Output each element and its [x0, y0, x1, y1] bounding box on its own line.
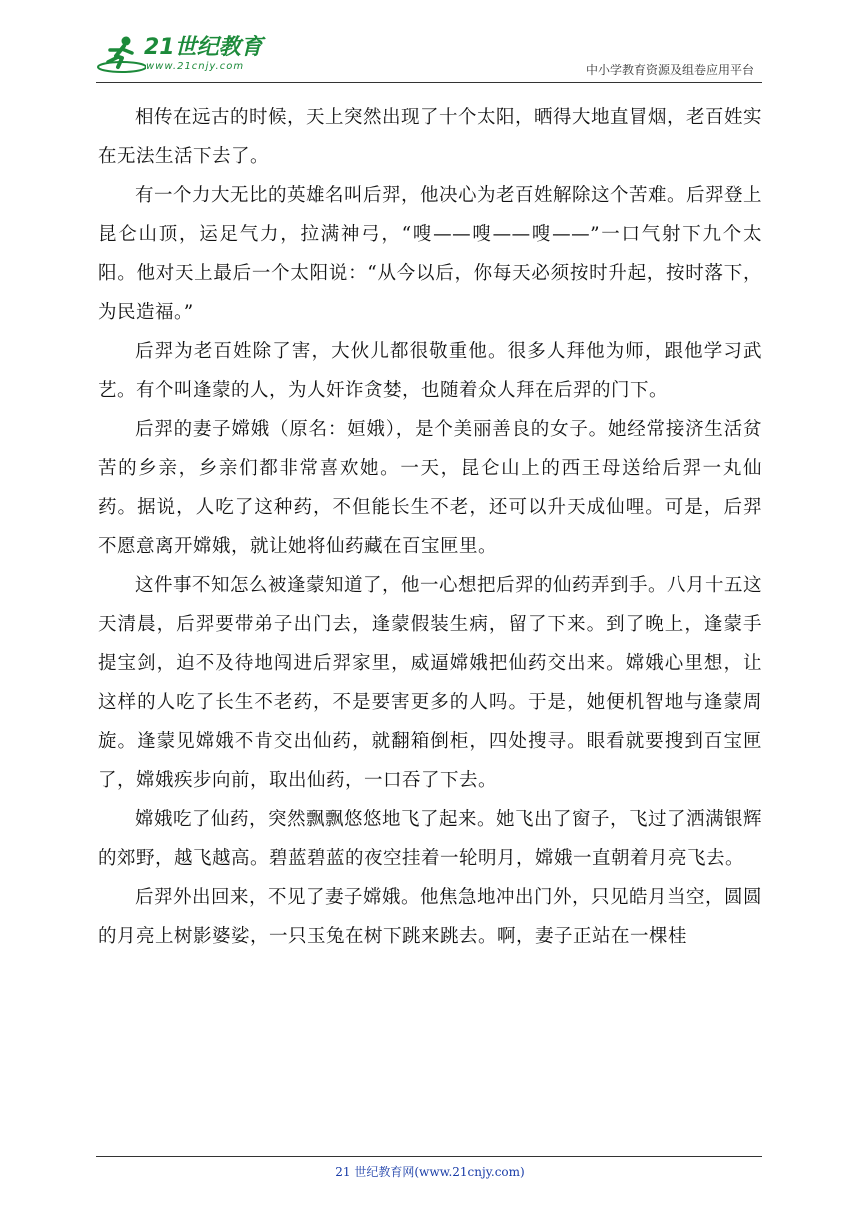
page-footer[interactable]: 21 世纪教育网(www.21cnjy.com): [335, 1165, 525, 1179]
paragraph: 后羿为老百姓除了害，大伙儿都很敬重他。很多人拜他为师，跟他学习武艺。有个叫逢蒙的人，为人奸诈贪婪，也随着众人拜在后羿的门下。: [98, 341, 762, 401]
footer-divider: [96, 1156, 762, 1157]
logo-text: 21世纪教育: [144, 35, 263, 60]
paragraph: 后羿的妻子嫦娥（原名：姮娥），是个美丽善良的女子。她经常接济生活贫苦的乡亲，乡亲们都非常喜欢她。一天，昆仑山上的西王母送给后羿一丸仙药。据说，人吃了这种药，不但能长生不老，还可以升天成仙哩。可是，后羿不愿意离开嫦娥，就让她将仙药藏在百宝匣里。: [98, 419, 762, 557]
paragraph: 相传在远古的时候，天上突然出现了十个太阳，晒得大地直冒烟，老百姓实在无法生活下去了。: [98, 107, 763, 167]
page-header: [96, 28, 762, 83]
site-logo[interactable]: [96, 34, 266, 76]
logo-url: www.21cnjy.com: [146, 61, 245, 72]
paragraph: 嫦娥吃了仙药，突然飘飘悠悠地飞了起来。她飞出了窗子，飞过了洒满银辉的郊野，越飞越高。碧蓝碧蓝的夜空挂着一轮明月，嫦娥一直朝着月亮飞去。: [98, 809, 763, 869]
paragraph: 这件事不知怎么被逢蒙知道了，他一心想把后羿的仙药弄到手。八月十五这天清晨，后羿要带弟子出门去，逢蒙假装生病，留了下来。到了晚上，逢蒙手提宝剑，迫不及待地闯进后羿家里，威逼嫦娥把仙药交出来。嫦娥心里想，让这样的人吃了长生不老药，不是要害更多的人吗。于是，她便机智地与逢蒙周旋。逢蒙见嫦娥不肯交出仙药，就翻箱倒柜，四处搜寻。眼看就要搜到百宝匣了，嫦娥疾步向前，取出仙药，一口吞了下去。: [98, 575, 763, 791]
paragraph: 有一个力大无比的英雄名叫后羿，他决心为老百姓解除这个苦难。后羿登上昆仑山顶，运足气力，拉满神弓，“嗖——嗖——嗖——”一口气射下九个太阳。他对天上最后一个太阳说：“从今以后，你每天必须按时升起，按时落下，为民造福。”: [98, 185, 763, 323]
platform-name: 中小学教育资源及组卷应用平台: [585, 63, 754, 77]
article-body: [98, 98, 762, 956]
runner-logo-icon: [96, 34, 146, 76]
paragraph: 后羿外出回来，不见了妻子嫦娥。他焦急地冲出门外，只见皓月当空，圆圆的月亮上树影婆娑，一只玉兔在树下跳来跳去。啊，妻子正站在一棵桂: [98, 887, 763, 947]
